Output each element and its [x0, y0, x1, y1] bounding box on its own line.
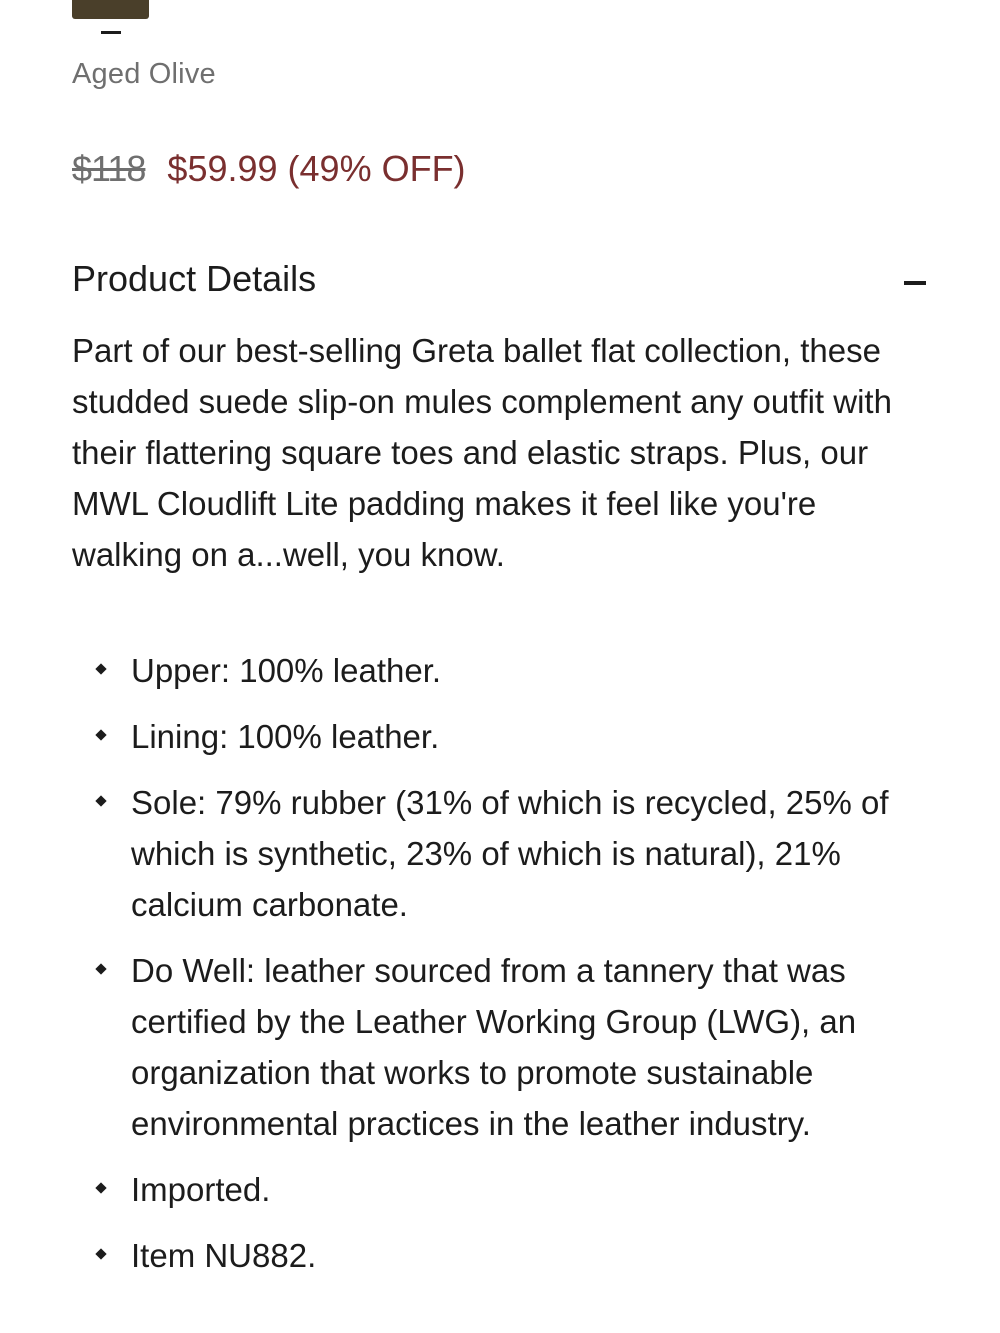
price-row	[72, 148, 466, 190]
color-swatch-selected[interactable]	[72, 0, 149, 19]
selected-swatch-indicator	[101, 31, 121, 34]
list-item	[72, 945, 922, 1149]
list-item	[72, 645, 922, 696]
list-item-text: Item NU882.	[131, 1237, 317, 1274]
list-item	[72, 777, 922, 930]
list-item-text: Upper: 100% leather.	[131, 652, 442, 689]
list-item-text: Imported.	[131, 1171, 271, 1208]
list-item	[72, 1230, 922, 1281]
bullet-diamond-icon	[95, 795, 106, 806]
product-details-list	[72, 645, 922, 1296]
list-item	[72, 711, 922, 762]
list-item-text: Sole: 79% rubber (31% of which is recycled, 25% of which is synthetic, 23% of which is natural), 21% calcium carbonate.	[131, 784, 889, 923]
bullet-diamond-icon	[95, 663, 106, 674]
list-item-text: Do Well: leather sourced from a tannery that was certified by the Leather Working Group (LWG), an organization that works to promote sustainable environmental practices in the leather industry.	[131, 952, 857, 1142]
minus-icon[interactable]	[904, 281, 926, 285]
bullet-diamond-icon	[95, 729, 106, 740]
list-item	[72, 1164, 922, 1215]
sale-price: $59.99 (49% OFF)	[167, 148, 466, 189]
bullet-diamond-icon	[95, 1182, 106, 1193]
product-details-toggle[interactable]	[72, 256, 928, 306]
list-item-text: Lining: 100% leather.	[131, 718, 440, 755]
bullet-diamond-icon	[95, 963, 106, 974]
selected-color-name: Aged Olive	[72, 58, 216, 90]
product-details-title: Product Details	[72, 258, 317, 299]
original-price: $118	[72, 148, 146, 189]
bullet-diamond-icon	[95, 1248, 106, 1259]
product-description: Part of our best-selling Greta ballet flat collection, these studded suede slip-on mules complement any outfit with their flattering square toes and elastic straps. Plus, our MWL Cloudlift Lite padding makes it feel like you're walking on a...well, you know.	[72, 332, 892, 573]
